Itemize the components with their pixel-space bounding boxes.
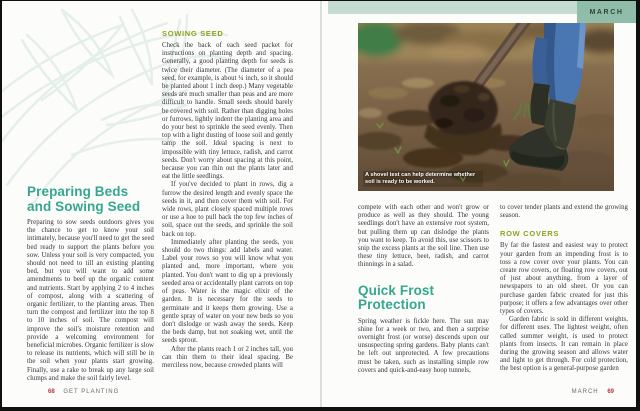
right-page-footer (572, 389, 614, 395)
left-intro-column (27, 185, 154, 383)
right-column-1 (358, 204, 489, 375)
intro-paragraph: Preparing to sow seeds outdoors gives you the chance to get to know your soil intimately, because you'll need to get the seed bed ready to support the plants before you sow. Unless your soil is very compacted, you should not need to till an existing planting bed, but you will want to add some amendments to beef up the organic content and nutrients. Start by applying 2 to 4 inches of compost, along with a scattering of organic fertilizer, to the planting areas. Then turn the compost and fertilizer into the top 8 to 10 inches of soil. The compost will improve the soil's moisture retention and provide a welcoming environment for beneficial microbes. Organic fertilizer is slow to release its nutrients, which will still be in the soil when your plants start growing. Finally, use a rake to break up any large soil clumps and make the soil fairly level. (27, 219, 154, 382)
body-paragraph: compete with each other and won't grow or produce as well as they should. The young seedlings don't have an extensive root system, but pulling them up can dislodge the plants you want to keep. To avoid this, use scissors to snip the excess plants at the soil line. Then use these tiny lettuce, beet, radish, and carrot thinnings in a salad. (358, 204, 489, 269)
right-column-2 (500, 204, 628, 374)
month-banner-tab (577, 1, 636, 23)
page-left (2, 1, 320, 407)
sowing-seed-column (162, 29, 293, 370)
page-gutter (320, 1, 322, 407)
photo-shovel-soil-test (358, 23, 614, 191)
chapter-heading: Preparing Beds and Sowing Seed (27, 184, 141, 214)
body-paragraph: If you've decided to plant in rows, dig a furrow the desired length and evenly space the seeds in it, and then cover them with soil. For wide rows, plant closely spaced multiple rows or use a hoe to pull back the top few inches of soil, space out the seeds, and sprinkle the soil back on top. (162, 181, 293, 238)
sowing-seed-heading: SOWING SEED (162, 29, 224, 38)
body-paragraph: Spring weather is fickle here. The sun may shine for a week or two, and then a surprise overnight frost (or worse) descends upon our unsuspecting spring gardens. Baby plants can't be left out unprotected. A few precautions must be taken, such as installing simple row covers and quick-and-easy hoop tunnels, (358, 317, 489, 374)
body-paragraph: Immediately after planting the seeds, you should do two things: add labels and water. Label your rows so you will know what you planted and, more important, where you planted. You don't want to dig up a previously seeded area or accidentally plant carrots on top of peas. Water is the magic elixir of the garden. It is necessary for the seeds to germinate and it keeps them growing. Use a gentle spray of water on your new beds so you don't dislodge or wash away the seeds. Keep the beds damp, but not soaking wet, until the seeds sprout. (162, 238, 293, 345)
body-paragraph: to cover tender plants and extend the growing season. (500, 204, 628, 220)
row-covers-heading: ROW COVERS (500, 229, 560, 239)
page-number: 68 (48, 389, 55, 395)
running-head: GET PLANTING (63, 389, 120, 395)
body-paragraph: Garden fabric is sold in different weights, for different uses. The lightest weight, often called summer weight, is used to protect plants from insects. It can remain in place during the growing season and allows water and light to get through. For cold protection, the best option is a general-purpose garden (500, 316, 628, 373)
running-head: MARCH (571, 389, 599, 395)
open-pages (2, 1, 636, 407)
month-banner-strip (328, 1, 577, 14)
page-number: 69 (607, 389, 614, 395)
quick-frost-heading: Quick Frost Protection (358, 282, 435, 313)
month-label: MARCH (589, 8, 624, 16)
body-paragraph: By far the fastest and easiest way to protect your garden from an impending frost is to toss a row cover over your plants. You can create row covers, or floating row covers, out of just about anything, from a layer of newspapers to an old sheet. Or you can purchase garden fabric created for just this purpose; it offers a few advantages over other types of covers. (500, 242, 628, 316)
photo-illustration (358, 23, 614, 191)
photo-caption: A shovel test can help determine whether soil is ready to be worked. (363, 171, 483, 187)
body-paragraph: After the plants reach 1 or 2 inches tall, you can thin them to their ideal spacing. Be merciless now, because crowded plants will (162, 345, 293, 369)
body-paragraph: Check the back of each seed packet for instructions on planting depth and spacing. Generally, a good planting depth for seeds is twice their diameter. (The diameter of a pea seed, for example, is about ¼ inch, so it should be planted about 1 inch deep.) Many vegetable seeds are much smaller than peas and are more difficult to handle. Small seeds should barely be covered with soil. Rather than digging holes or furrows, lightly indent the planting area and do your best to sprinkle the seed evenly. Then top with a light dusting of loose soil and gently tamp the soil. Ideal spacing is next to impossible with tiny lettuce, radish, and carrot seeds. Don't worry about spacing at this point, because you can thin out the plants later and eat the little seedlings. (162, 42, 293, 181)
page-right (322, 1, 636, 407)
left-page-footer (48, 389, 119, 395)
